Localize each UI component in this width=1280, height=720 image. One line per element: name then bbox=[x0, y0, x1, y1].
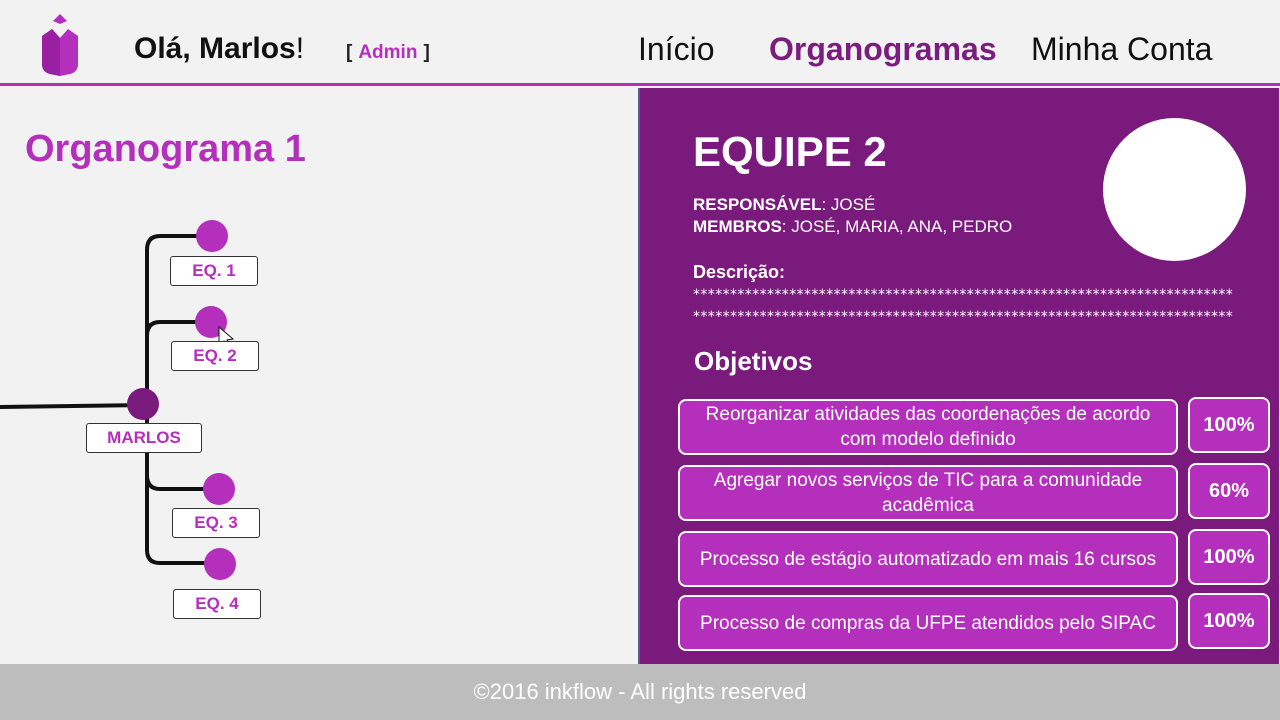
team-label-eq2[interactable]: EQ. 2 bbox=[171, 341, 259, 371]
role-badge: [ Admin ] bbox=[346, 42, 430, 63]
role-name: Admin bbox=[358, 42, 418, 63]
description-line-1: ************************************************************************* bbox=[693, 287, 1234, 303]
description-label: Descrição: bbox=[693, 262, 786, 282]
objective-item[interactable]: Agregar novos serviços de TIC para a comunidade acadêmica bbox=[678, 465, 1178, 521]
footer bbox=[0, 664, 1280, 720]
greeting: Olá, Marlos! bbox=[134, 32, 305, 65]
team-node-eq3[interactable] bbox=[203, 473, 235, 505]
team-detail-panel bbox=[638, 88, 1279, 664]
root-label-marlos[interactable]: MARLOS bbox=[86, 423, 202, 453]
objective-percent: 100% bbox=[1188, 593, 1270, 649]
team-responsible: RESPONSÁVEL: JOSÉ bbox=[693, 195, 876, 214]
objective-percent: 60% bbox=[1188, 463, 1270, 519]
team-avatar bbox=[1103, 118, 1246, 261]
objective-item[interactable]: Processo de compras da UFPE atendidos pelo SIPAC bbox=[678, 595, 1178, 651]
team-label-eq4[interactable]: EQ. 4 bbox=[173, 589, 261, 619]
page-title: Organograma 1 bbox=[25, 128, 306, 170]
objective-percent: 100% bbox=[1188, 529, 1270, 585]
nav-organograms[interactable]: Organogramas bbox=[769, 31, 997, 67]
footer-copyright: ©2016 inkflow - All rights reserved bbox=[473, 679, 807, 704]
nav-home[interactable]: Início bbox=[638, 31, 715, 67]
team-node-eq1[interactable] bbox=[196, 220, 228, 252]
team-node-eq4[interactable] bbox=[204, 548, 236, 580]
team-label-eq1[interactable]: EQ. 1 bbox=[170, 256, 258, 286]
objectives-title: Objetivos bbox=[694, 346, 813, 376]
description-line-2: ************************************************************************* bbox=[693, 309, 1234, 325]
objective-item[interactable]: Reorganizar atividades das coordenações de acordo com modelo definido bbox=[678, 399, 1178, 455]
team-members: MEMBROS: JOSÉ, MARIA, ANA, PEDRO bbox=[693, 217, 1013, 236]
team-label-eq3[interactable]: EQ. 3 bbox=[172, 508, 260, 538]
objective-percent: 100% bbox=[1188, 397, 1270, 453]
inkflow-logo-icon[interactable] bbox=[40, 14, 80, 76]
org-chart bbox=[0, 200, 400, 640]
objective-item[interactable]: Processo de estágio automatizado em mais 16 cursos bbox=[678, 531, 1178, 587]
nav-my-account[interactable]: Minha Conta bbox=[1031, 31, 1213, 67]
root-node-marlos[interactable] bbox=[127, 388, 159, 420]
header bbox=[0, 0, 1280, 86]
team-title: EQUIPE 2 bbox=[693, 128, 887, 175]
